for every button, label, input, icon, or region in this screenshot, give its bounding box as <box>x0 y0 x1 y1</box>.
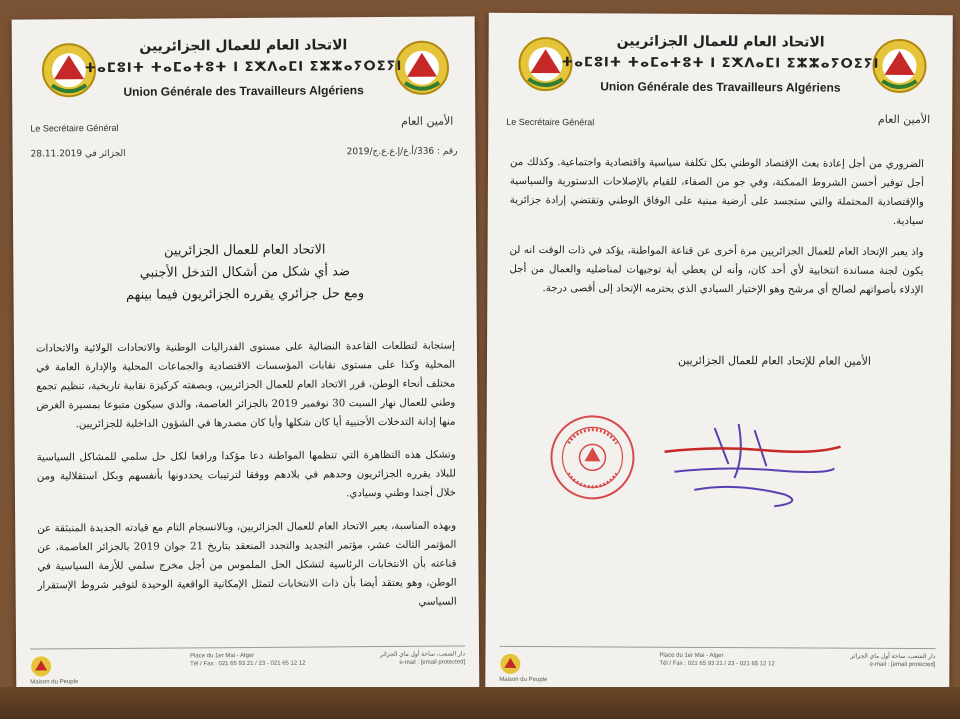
official-stamp <box>548 413 636 501</box>
org-name-fr: Union Générale des Travailleurs Algériens <box>123 83 364 99</box>
footer-address: Place du 1er Mai - Alger <box>190 652 255 660</box>
footer-email: e-mail : [email protected] <box>869 661 936 669</box>
org-name-ar: الاتحاد العام للعمال الجزائريين <box>139 37 348 55</box>
letter-body <box>509 153 924 312</box>
footer-logo-label: Maison du Peuple <box>499 676 548 684</box>
paragraph: واذ يعبر الإتحاد العام للعمال الجزائريين مرة أخرى عن قناعة المواطنة، يؤكد في ذات الوقت انه لن يكون لجنة مساندة انتخابية لأي أحد كان، وأنه لن يعطي أية توجيهات لمناضليه والعمال من أجل الإدلاء بأصواتهم لصالح أي مرشح وهو الإختيار السيادي الذي يحترمه الإتحاد إلى أقصى درجة. <box>509 244 924 297</box>
footer-email: e-mail : [email protected] <box>399 659 466 666</box>
footer-phones: Tél / Fax : 021 65 93 21 / 23 - 021 65 12 12 <box>190 660 306 668</box>
reference-line <box>31 147 458 160</box>
org-name-fr: Union Générale des Travailleurs Algériens <box>600 79 841 95</box>
signatory-title: الأمين العام للإتحاد العام للعمال الجزائريين <box>677 353 872 368</box>
secretary-label-ar: الأمين العام <box>877 112 931 127</box>
title-line: ومع حل جزائري يقرره الجزائريون فيما بينهم <box>125 286 365 303</box>
paragraph: إستجابة لتطلعات القاعدة النضالية على مستوى الفدراليات الوطنية والاتحادات الولائية والاتحادات المحلية وكذا على مستوى نقابات المؤسسات الاقتصادية والجماعات المحلية والإدارة العامة في مختلف أنحاء الوطن، قرر الاتحاد العام للعمال الجزائريين، وبصفته كركيزة نقابية تاريخية، تنظيم تجمع وطني للعمال نهار السبت 30 نوفمبر 2019 بالجزائر العاصمة، والذي سيكون متبوعا بمسيرة الغرض منها إدانة التدخلات الأجنبية أيا كان شكلها وأيا كان مصدرها في الشؤون الداخلية للجزائريين. <box>35 340 456 431</box>
secretary-label-ar: الأمين العام <box>401 114 454 128</box>
footer-right <box>850 653 935 669</box>
footer-phones: Tél / Fax : 021 65 93 21 / 23 - 021 65 12 12 <box>659 660 775 668</box>
footer-logo-label: Maison du Peuple <box>30 679 79 686</box>
letter-body <box>36 337 457 629</box>
letter-date: الجزائر في 28.11.2019 <box>30 148 126 160</box>
org-name-ar: الاتحاد العام للعمال الجزائريين <box>616 33 825 51</box>
footer-address-ar: دار الشعب، ساحة أول ماي الجزائر <box>850 653 936 661</box>
footer-logo-icon <box>30 655 52 677</box>
secretary-label-fr: Le Secrétaire Général <box>506 116 595 128</box>
paragraph: وبهذه المناسبة، يعبر الاتحاد العام للعمال الجزائريين، وبالانسجام التام مع قيادته الجديدة المنبثقة عن المؤتمر الثالث عشر، مؤتمر التجديد والتجدد المنعقد بتاريخ 21 جوان 2019 بالجزائر العاصمة، عن قناعته بأن الانتخابات الرئاسية لتشكل الحل الملموس من أجل مخرج سلمي للأزمة السياسية في الوطن، وهو يعتقد أيضا بأن ذات الانتخابات لتمثل الإمكانية الواقعية الوحيدة لتوفير شروط الإستقرار السياسي <box>37 520 457 608</box>
footer-right <box>380 650 465 667</box>
table-surface <box>0 687 960 719</box>
org-name-tifinagh: ⵜⴰⵎⵓⵏⵜ ⵜⴰⵎⴰⵜⵓⵜ ⵏ ⵉⵅⴷⴰⵎⵏ ⵉⵣⵣⴰⵢⵔⵉⵢⵏ <box>84 58 403 77</box>
handwritten-signature <box>654 416 845 513</box>
footer-logo-icon <box>499 653 521 675</box>
letter-title <box>43 239 446 308</box>
letter-footer <box>30 645 465 691</box>
secretary-label-fr: Le Secrétaire Général <box>30 122 119 134</box>
reference-number: رقم : 336/أ.ع/إ.ع.ع.ج/2019 <box>346 146 458 158</box>
footer-address-ar: دار الشعب، ساحة أول ماي الجزائر <box>380 651 466 659</box>
title-line: الاتحاد العام للعمال الجزائريين <box>163 242 326 259</box>
org-name-tifinagh: ⵜⴰⵎⵓⵏⵜ ⵜⴰⵎⴰⵜⵓⵜ ⵏ ⵉⵅⴷⴰⵎⵏ ⵉⵣⵣⴰⵢⵔⵉⵢⵏ <box>561 55 880 72</box>
paragraph: الضروري من أجل إعادة بعث الإقتصاد الوطني بكل تكلفة سياسية واقتصادية واجتماعية. وكذلك من أجل توفير أحسن الشروط الممكنة، وفي جو من الصفاء، للقيام بالإصلاحات الدستورية والسياسية والإقتصادية المحتملة والتي ستجسد على أرضية مبنية على الوفاق الوطني وتقتضي إرادة جزائرية سيادية. <box>509 156 925 228</box>
paragraph: وتشكل هذه التظاهرة التي تنظمها المواطنة دعا مؤكدا ورافعا لكل حل سلمي للمشاكل السياسية للبلاد يقرره الجزائريون وحدهم في بلادهم ووفقا لترتيبات يحددونها بأنفسهم وبكل استقلالية ومن خلال أجندا وطني وسيادي. <box>36 449 456 500</box>
footer-address: Place du 1er Mai - Alger <box>659 652 724 660</box>
letter-footer <box>499 646 935 691</box>
letter-page-1 <box>12 16 480 701</box>
letter-page-2 <box>485 13 953 701</box>
footer-contact <box>659 652 775 669</box>
title-line: ضد أي شكل من أشكال التدخل الأجنبي <box>139 264 351 281</box>
footer-contact <box>190 652 306 669</box>
